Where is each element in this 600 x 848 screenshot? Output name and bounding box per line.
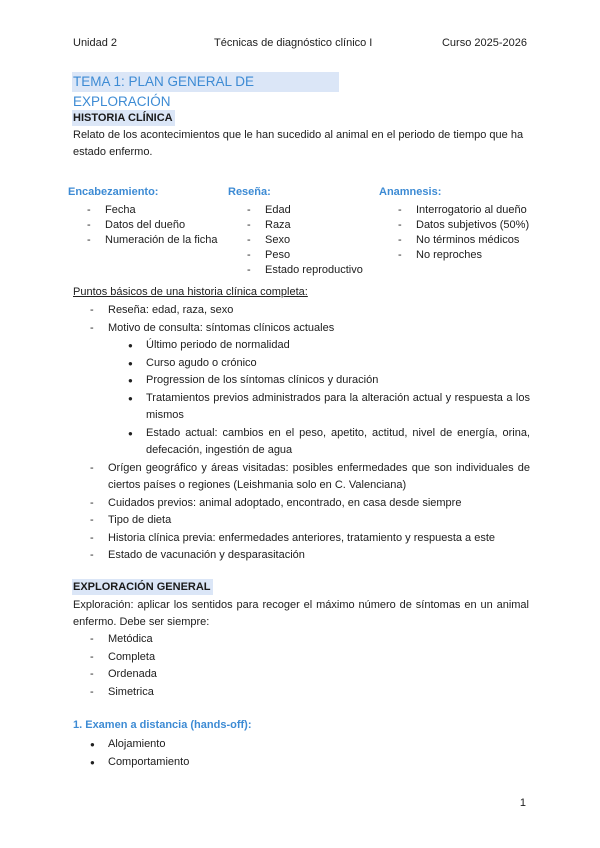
list-item: - Edad [247, 203, 363, 218]
examen-distancia-list [90, 736, 189, 771]
header-course-title: Técnicas de diagnóstico clínico I [214, 37, 373, 49]
resena-list [247, 203, 363, 278]
sub-list-item: ● Tratamientos previos administrados para la alteración actual y respuesta a los mismos [128, 390, 530, 425]
list-item-label: Motivo de consulta: síntomas clínicos actuales [108, 321, 335, 334]
list-item: - No reproches [398, 248, 529, 263]
historia-clinica-text: Relato de los acontecimientos que le han sucedido al animal en el periodo de tiempo que ha estado enfermo. [73, 129, 524, 158]
list-item: - Datos del dueño [87, 218, 218, 233]
list-item: - Cuidados previos: animal adoptado, encontrado, en casa desde siempre [90, 495, 530, 513]
anamnesis-list [398, 203, 529, 263]
page-title: TEMA 1: PLAN GENERAL DE EXPLORACIÓN [72, 72, 339, 92]
sub-list-item: ● Curso agudo o crónico [128, 355, 530, 373]
puntos-basicos-list [90, 302, 530, 565]
list-item: - Metódica [90, 631, 530, 649]
list-item: - Datos subjetivos (50%) [398, 218, 529, 233]
list-item: - Historia clínica previa: enfermedades anteriores, tratamiento y respuesta a este [90, 530, 530, 548]
list-item: - Peso [247, 248, 363, 263]
list-item: ● Alojamiento [90, 736, 189, 754]
exploracion-general-text: Exploración: aplicar los sentidos para recoger el máximo número de síntomas en un animal enfermo. Debe ser siempre: [73, 599, 529, 628]
list-item: - Orígen geográfico y áreas visitadas: posibles enfermedades que son individuales de ciertos países o regiones (Leishmania solo en C. Valenciana) [90, 460, 530, 495]
list-item: - Reseña: edad, raza, sexo [90, 302, 530, 320]
encabezamiento-heading: Encabezamiento: [68, 186, 159, 198]
list-item: - Completa [90, 649, 530, 667]
list-item: - Raza [247, 218, 363, 233]
list-item: - Estado de vacunación y desparasitación [90, 547, 530, 565]
list-item: - Fecha [87, 203, 218, 218]
list-item: - Simetrica [90, 684, 530, 702]
list-item: - Sexo [247, 233, 363, 248]
examen-distancia-heading: 1. Examen a distancia (hands-off): [73, 719, 252, 731]
header-course-year: Curso 2025-2026 [441, 37, 527, 49]
exploracion-general-heading: EXPLORACIÓN GENERAL [73, 581, 211, 593]
list-item: - Tipo de dieta [90, 512, 530, 530]
sub-list-item: ● Estado actual: cambios en el peso, apetito, actitud, nivel de energía, orina, defecación, ingestión de agua [128, 425, 530, 460]
resena-heading: Reseña: [228, 186, 271, 198]
anamnesis-heading: Anamnesis: [379, 186, 442, 198]
puntos-basicos-heading: Puntos básicos de una historia clínica completa: [73, 286, 308, 298]
sub-list-item: ● Último periodo de normalidad [128, 337, 530, 355]
list-item: - Estado reproductivo [247, 263, 363, 278]
page-header [73, 37, 527, 51]
sub-list-item: ● Progression de los síntomas clínicos y duración [128, 372, 530, 390]
list-item: - Numeración de la ficha [87, 233, 218, 248]
list-item [90, 320, 530, 460]
motivo-consulta-sublist [128, 337, 530, 460]
encabezamiento-list [87, 203, 218, 248]
list-item: - Interrogatorio al dueño [398, 203, 529, 218]
list-item: - Ordenada [90, 666, 530, 684]
exploracion-requisitos-list [90, 631, 530, 701]
historia-clinica-heading: HISTORIA CLÍNICA [73, 112, 173, 124]
page-number: 1 [519, 797, 526, 809]
list-item: ● Comportamiento [90, 754, 189, 772]
list-item: - No términos médicos [398, 233, 529, 248]
header-unit: Unidad 2 [73, 37, 118, 49]
